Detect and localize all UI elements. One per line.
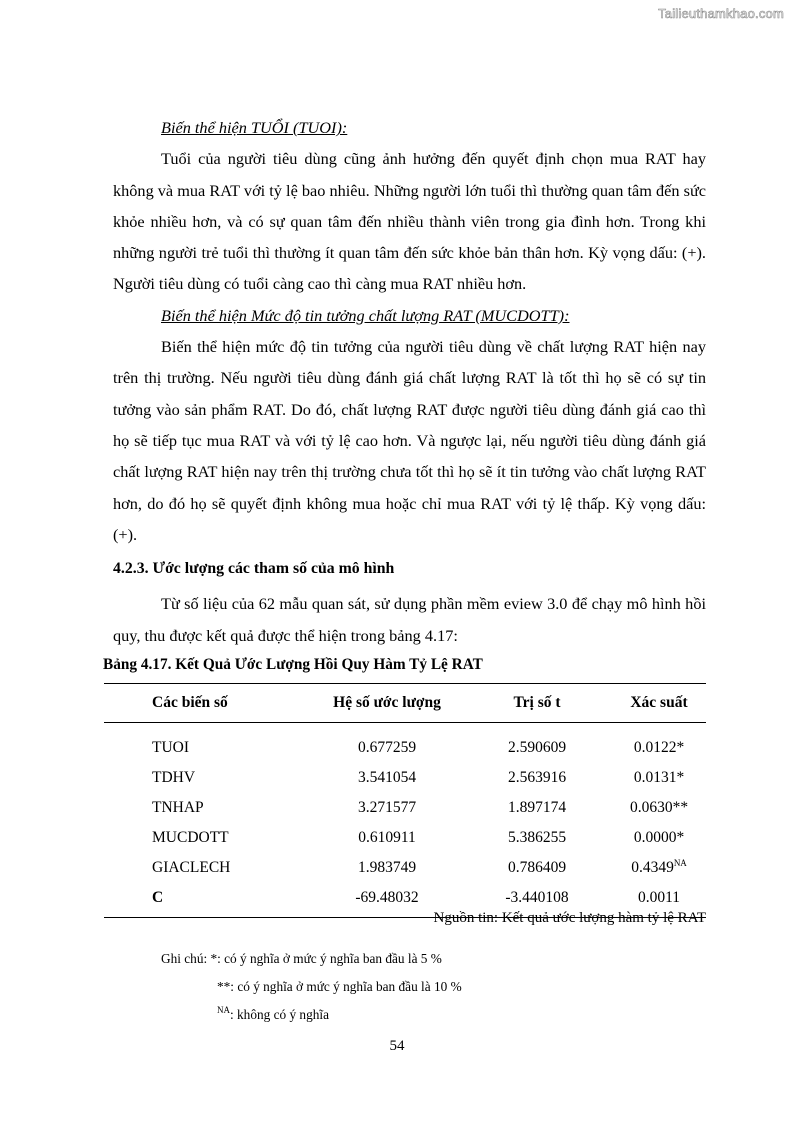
table-row <box>104 723 706 764</box>
section-title: 4.2.3. Ước lượng các tham số của mô hình <box>113 560 395 578</box>
note-not-significant <box>161 1001 462 1029</box>
intro-paragraph: Từ số liệu của 62 mẫu quan sát, sử dụng phần mềm eview 3.0 để chạy mô hình hồi quy, thu được kết quả được thể hiện trong bảng 4.17: <box>113 594 706 645</box>
cell-var: TUOI <box>152 739 190 756</box>
cell-t: 1.897174 <box>507 799 567 816</box>
na-superscript: NA <box>217 1005 230 1015</box>
cell-p: 0.0000* <box>633 829 685 846</box>
table-row <box>104 823 706 853</box>
cell-t: 0.786409 <box>507 859 567 876</box>
header-variables: Các biến số <box>104 684 312 723</box>
cell-var: MUCDOTT <box>152 829 229 846</box>
note-5-percent: Ghi chú: *: có ý nghĩa ở mức ý nghĩa ban đầu là 5 % <box>161 951 442 966</box>
cell-p <box>612 853 706 883</box>
note-10-percent: **: có ý nghĩa ở mức ý nghĩa ban đầu là 10 % <box>217 979 462 994</box>
cell-var: GIACLECH <box>152 859 231 876</box>
cell-var: C <box>104 883 312 918</box>
cell-t: 2.590609 <box>507 739 567 756</box>
cell-p: 0.0630** <box>629 799 689 816</box>
cell-coef: 3.271577 <box>357 799 417 816</box>
cell-coef: 3.541054 <box>357 769 417 786</box>
cell-var: TNHAP <box>152 799 204 816</box>
mucdott-paragraph: Biến thể hiện mức độ tin tưởng của người tiêu dùng về chất lượng RAT hiện nay trên thị trường. Nếu người tiêu dùng đánh giá chất lượng RAT là tốt thì họ sẽ có sự tin tưởng vào sản phẩm RAT. Do đó, chất lượng RAT được người tiêu dùng đánh giá cao thì họ sẽ tiếp tục mua RAT và với tỷ lệ cao hơn. Và ngược lại, nếu người tiêu dùng đánh giá chất lượng RAT hiện nay trên thị trường chưa tốt thì họ sẽ ít tin tưởng vào chất lượng RAT hơn, do đó họ sẽ quyết định không mua hoặc chỉ mua RAT với tỷ lệ thấp. Kỳ vọng dấu: (+). <box>113 337 706 544</box>
cell-t: -3.440108 <box>462 883 612 918</box>
table-row <box>104 763 706 793</box>
mucdott-heading: Biến thể hiện Mức độ tin tưởng chất lượng RAT (MUCDOTT): <box>161 305 570 325</box>
table-notes <box>161 945 462 1029</box>
cell-p: 0.0122* <box>633 739 685 756</box>
table-row <box>104 853 706 883</box>
cell-t: 2.563916 <box>507 769 567 786</box>
cell-coef: 0.610911 <box>358 829 416 846</box>
table-source: Nguồn tin: Kết quả ước lượng hàm tỷ lệ RAT <box>433 910 706 926</box>
table-title: Bảng 4.17. Kết Quả Ước Lượng Hồi Quy Hàm Tỷ Lệ RAT <box>103 656 483 674</box>
watermark: Tailieuthamkhao.com <box>658 6 784 21</box>
cell-t: 5.386255 <box>507 829 567 846</box>
cell-p: 0.0011 <box>612 883 706 918</box>
cell-var: TDHV <box>152 769 196 786</box>
regression-table <box>104 683 706 918</box>
tuoi-paragraph: Tuổi của người tiêu dùng cũng ảnh hưởng đến quyết định chọn mua RAT hay không và mua RAT với tỷ lệ bao nhiêu. Những người lớn tuổi thì thường quan tâm đến sức khỏe nhiều hơn, và có sự quan tâm đến nhiều thành viên trong gia đình hơn. Trong khi những người trẻ tuổi thì thường ít quan tâm đến sức khỏe bản thân hơn. Kỳ vọng dấu: (+). Người tiêu dùng có tuổi càng cao thì càng mua RAT nhiều hơn. <box>113 149 706 294</box>
note-na-text: : không có ý nghĩa <box>230 1007 329 1022</box>
header-probability: Xác suất <box>612 684 706 723</box>
cell-p: 0.0131* <box>633 769 685 786</box>
header-coefficient: Hệ số ước lượng <box>312 684 462 723</box>
cell-coef: -69.48032 <box>312 883 462 918</box>
header-t-value: Trị số t <box>462 684 612 723</box>
page-body <box>103 112 706 679</box>
page-number: 54 <box>389 1038 405 1054</box>
cell-p-value: 0.4349 <box>631 859 674 876</box>
table-row <box>104 793 706 823</box>
cell-coef: 0.677259 <box>357 739 417 756</box>
table-header-row <box>104 684 706 723</box>
na-superscript: NA <box>673 858 687 868</box>
tuoi-heading: Biến thể hiện TUỔI (TUOI): <box>161 118 348 137</box>
cell-coef: 1.983749 <box>357 859 417 876</box>
